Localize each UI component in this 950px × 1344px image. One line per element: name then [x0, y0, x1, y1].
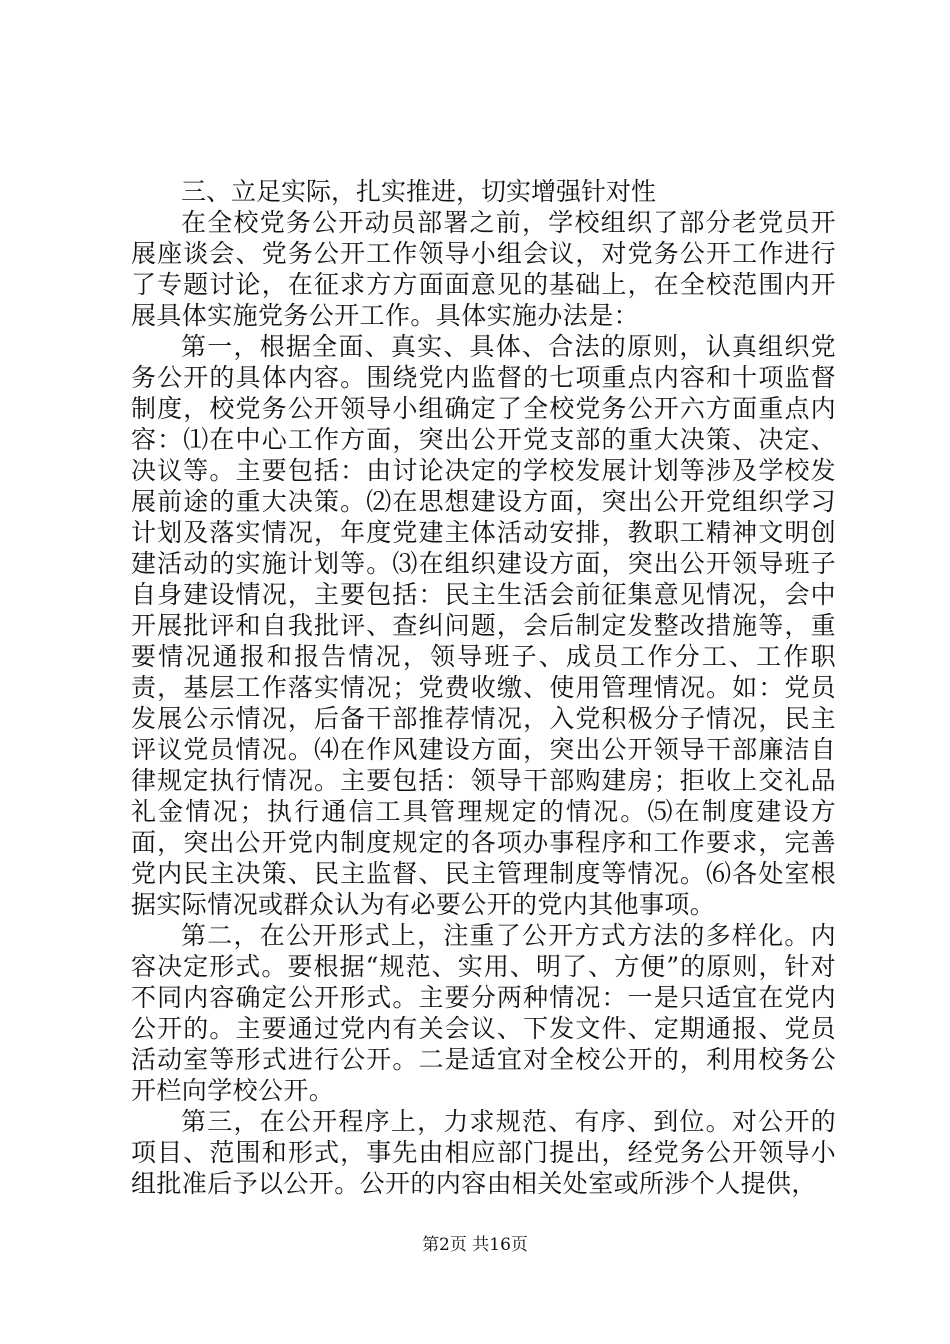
paragraph-third: 第三，在公开程序上，力求规范、有序、到位。对公开的项目、范围和形式，事先由相应部门提出，经党务公开领导小组批准后予以公开。公开的内容由相关处室或所涉个人提供，: [131, 1107, 836, 1198]
document-body: [131, 176, 836, 1199]
section-heading: 三、立足实际，扎实推进，切实增强针对性: [181, 177, 657, 206]
paragraph-first: 第一，根据全面、真实、具体、合法的原则，认真组织党务公开的具体内容。围绕党内监督的七项重点内容和十项监督制度，校党务公开领导小组确定了全校党务公开六方面重点内容：⑴在中心工作方面，突出公开党支部的重大决策、决定、决议等。主要包括：由讨论决定的学校发展计划等涉及学校发展前途的重大决策。⑵在思想建设方面，突出公开党组织学习计划及落实情况，年度党建主体活动安排，教职工精神文明创建活动的实施计划等。⑶在组织建设方面，突出公开领导班子自身建设情况，主要包括：民主生活会前征集意见情况，会中开展批评和自我批评、查纠问题，会后制定发整改措施等，重要情况通报和报告情况，领导班子、成员工作分工、工作职责，基层工作落实情况；党费收缴、使用管理情况。如：党员发展公示情况，后备干部推荐情况，入党积极分子情况，民主评议党员情况。⑷在作风建设方面，突出公开领导干部廉洁自律规定执行情况。主要包括：领导干部购建房；拒收上交礼品礼金情况；执行通信工具管理规定的情况。⑸在制度建设方面，突出公开党内制度规定的各项办事程序和工作要求，完善党内民主决策、民主监督、民主管理制度等情况。⑹各处室根据实际情况或群众认为有必要公开的党内其他事项。: [131, 332, 836, 919]
page-footer: 第2页 共16页: [422, 1235, 528, 1255]
paragraph-second: 第二，在公开形式上，注重了公开方式方法的多样化。内容决定形式。要根据“规范、实用、明了、方便”的原则，针对不同内容确定公开形式。主要分两种情况：一是只适宜在党内公开的。主要通过党内有关会议、下发文件、定期通报、党员活动室等形式进行公开。二是适宜对全校公开的，利用校务公开栏向学校公开。: [131, 921, 836, 1105]
paragraph-intro: 在全校党务公开动员部署之前，学校组织了部分老党员开展座谈会、党务公开工作领导小组会议，对党务公开工作进行了专题讨论，在征求方方面面意见的基础上，在全校范围内开展具体实施党务公开工作。具体实施办法是：: [131, 208, 836, 330]
